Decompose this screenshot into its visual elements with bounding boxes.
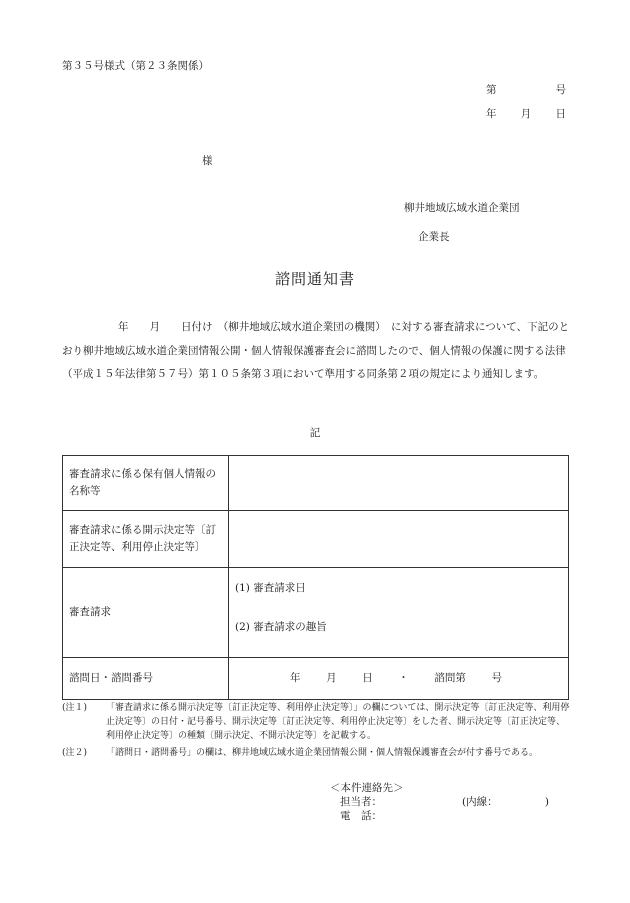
note-text: 「審査請求に係る開示決定等〔訂正決定等、利用停止決定等〕」の欄については、開示決定等〔訂正決定等、利用停止決定等〕の日付・記号番号、開示決定等〔訂正決定等、利用停止決定等〕をした者、開示決定等〔訂正決定等、利用停止決定等〕の種類〔開示決定、不開示決定等〕を記載する。: [106, 703, 570, 741]
value-personal-info: [229, 456, 569, 511]
inquiry-number-prefix: 諮問第: [434, 672, 466, 684]
sender-organization: 柳井地域広域水道企業団: [404, 202, 520, 214]
inquiry-month: 月: [326, 672, 337, 684]
value-request: [229, 568, 569, 658]
table-row: [63, 511, 569, 568]
date-year: 年: [486, 108, 497, 120]
contact-phone-row: [330, 809, 549, 823]
note-label: (注２): [62, 748, 88, 758]
notes: [62, 701, 570, 763]
inquiry-year: 年: [290, 672, 301, 684]
row-label-inquiry-date: 諮問日・諮問番号: [63, 658, 229, 700]
note-item: [62, 701, 570, 743]
table-row: [63, 456, 569, 511]
contact-extension-label: (内線： ): [462, 796, 549, 808]
contact-person-label: 担当者：: [340, 796, 382, 808]
row-label-request: 審査請求: [63, 568, 229, 658]
contact-block: [330, 781, 549, 823]
table-row: [63, 568, 569, 658]
note-text: 「諮問日・諮問番号」の欄は、柳井地域広域水道企業団情報公開・個人情報保護審査会が付す番号である。: [106, 748, 539, 758]
document-title: 諮問通知書: [274, 270, 355, 288]
row-label-personal-info: 審査請求に係る保有個人情報の名称等: [63, 456, 229, 511]
inquiry-table: [62, 455, 569, 700]
contact-phone-label: 電 話：: [340, 810, 382, 822]
row-label-disclosure-decision: 審査請求に係る開示決定等〔訂正決定等、利用停止決定等〕: [63, 511, 229, 568]
contact-heading: ＜本件連絡先＞: [330, 782, 404, 794]
note-item: [62, 746, 570, 760]
body-paragraph: 年 月 日付け （柳井地域広域水道企業団の機関） に対する審査請求について、下記のとおり柳井地域広域水道企業団情報公開・個人情報保護審査会に諮問したので、個人情報の保護に関する法律（平成１５年法律第５７号）第１０５条第３項において準用する同条第２項の規定により通知します。: [62, 321, 570, 380]
inquiry-day: 日: [362, 672, 373, 684]
document-number: [486, 82, 566, 97]
ki-heading: 記: [309, 427, 321, 439]
inquiry-number-suffix: 号: [491, 672, 502, 684]
date-month: 月: [520, 108, 532, 120]
date-day: 日: [555, 108, 566, 120]
table-row: [63, 658, 569, 700]
value-disclosure-decision: [229, 511, 569, 568]
value-inquiry-date: [229, 658, 569, 700]
doc-number-suffix: 号: [555, 84, 566, 96]
request-date-item: (1) 審査請求日: [235, 582, 306, 594]
sender-title: 企業長: [418, 231, 450, 243]
request-purpose-item: (2) 審査請求の趣旨: [235, 621, 327, 633]
inquiry-separator: ・: [398, 672, 409, 684]
note-label: (注１): [62, 703, 88, 713]
addressee-honorific: 様: [202, 155, 213, 167]
document-date: [486, 106, 566, 121]
contact-person-row: [330, 795, 549, 809]
form-number: 第３５号様式（第２３条関係）: [62, 60, 209, 72]
doc-number-prefix: 第: [486, 84, 497, 96]
